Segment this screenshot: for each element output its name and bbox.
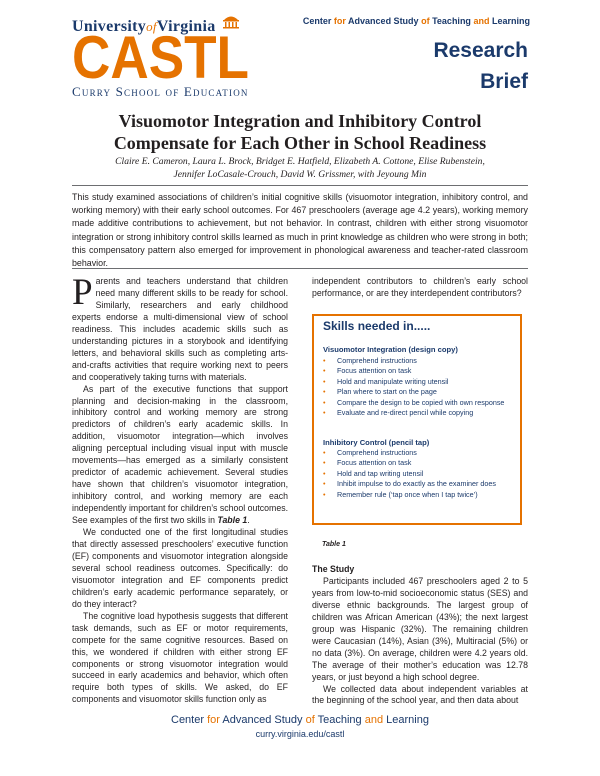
study-heading: The Study — [312, 564, 355, 574]
of-word: of — [421, 16, 430, 26]
visuomotor-skill-list — [323, 356, 504, 418]
university-of: of — [146, 19, 157, 34]
rotunda-icon — [222, 13, 240, 29]
authors-line-2: Jennifer LoCasale-Crouch, David W. Grissmer, with Jeyoung Min — [173, 169, 427, 180]
advanced-study-words: Advanced Study — [222, 714, 303, 726]
virginia-word: Virginia — [156, 18, 216, 35]
list-item: • Focus attention on task — [323, 458, 496, 468]
paragraph-participants: Participants included 467 preschoolers aged 2 to 5 years from low-to-mid socioeconomic status (SES) and diverse ethnic backgrounds. The largest group of children was African American (43%); the next largest group was Hispanic (32%). The remaining children were Caucasian (14%), Asian (3%), Multiracial (5%) or no data (3%). On average, children were 4.2 years old. The average of their mother’s education was 12.78 years, or just beyond a high school degree. — [312, 575, 528, 682]
visuomotor-heading: Visuomotor Integration (design copy) — [323, 345, 458, 354]
learning-word: Learning — [491, 16, 530, 26]
list-item: • Comprehend instructions — [323, 448, 496, 458]
advanced-study-words: Advanced Study — [348, 16, 419, 26]
center-word: Center — [302, 16, 332, 26]
list-item: • Remember rule (‘tap once when I tap twice’) — [323, 490, 496, 500]
for-word: for — [333, 16, 346, 26]
for-word: for — [207, 714, 220, 726]
body-right-column-study — [312, 564, 528, 707]
center-name-header — [300, 16, 530, 26]
skills-box-title: Skills needed in..... — [323, 319, 431, 333]
list-item: • Evaluate and re-direct pencil while copying — [323, 408, 504, 418]
and-word: and — [473, 16, 490, 26]
inhibitory-heading: Inhibitory Control (pencil tap) — [323, 438, 430, 447]
table-caption: Table 1 — [322, 541, 346, 548]
footer-url-link[interactable]: curry.virginia.edu/castl — [255, 729, 345, 739]
teaching-word: Teaching — [317, 714, 362, 726]
footer-center-name — [0, 714, 600, 726]
page-title — [60, 110, 540, 154]
body-right-column-top — [312, 276, 528, 300]
of-word: of — [305, 714, 315, 726]
research-label: Research — [433, 39, 528, 62]
list-item: • Hold and tap writing utensil — [323, 469, 496, 479]
authors-line-1: Claire E. Cameron, Laura L. Brock, Bridget E. Hatfield, Elizabeth A. Cottone, Elise Rubenstein, — [115, 156, 485, 167]
table-reference: Table 1 — [217, 515, 248, 526]
paragraph-executive-functions: As part of the executive functions that support planning and decision-making in the classroom, inhibitory control and working memory are strong predictors of children’s early academic skills. In addition, visuomotor integration—which involves aligning perceptual including visual input with muscle movements—has emerged as a similarly consistent predictor of academic achievement. Several studies have shown that children’s visuomotor integration, inhibitory control, and working memory are each independently important for children’s school outcomes. See examples of the first two skills in Table 1. — [72, 383, 288, 526]
list-item: • Focus attention on task — [323, 366, 504, 376]
divider-bottom — [72, 268, 528, 269]
castl-logo — [72, 30, 249, 81]
inhibitory-skill-list — [323, 448, 496, 500]
list-item: • Hold and manipulate writing utensil — [323, 377, 504, 387]
body-left-column — [72, 272, 288, 706]
and-word: and — [364, 714, 384, 726]
divider-top — [72, 185, 528, 186]
learning-word: Learning — [386, 714, 429, 726]
teaching-word: Teaching — [432, 16, 471, 26]
title-line-1: Visuomotor Integration and Inhibitory Control — [118, 111, 482, 131]
author-list — [60, 155, 540, 181]
paragraph-cognitive-load: The cognitive load hypothesis suggests that different task demands, such as EF or motor requirements, compete for the same cognitive resources. Based on this, we wondered if children with either strong EF components or strong visuomotor integration would succeed in early academics and behavior, which often require both types of skills. We asked, do EF components and visuomotor skills function only as — [72, 610, 288, 705]
paragraph-longitudinal: We conducted one of the first longitudinal studies that directly assessed preschoolers’ executive function (EF) components and visuomotor integration alongside several school readiness outcomes. Specifically: do visuomotor integration and EF components predict children’s early academic performance separately, or do they interact? — [72, 527, 288, 609]
skills-box — [312, 314, 522, 525]
university-word: University — [72, 18, 147, 35]
paragraph-intro: Parents and teachers understand that children need many different skills to be ready for school. Similarly, researchers and early childhood experts endorse a multi-dimensional view of school readiness. This includes academic skills such as understanding pictures in a storybook and identifying letters, and behavioral skills such as completing arts-and-crafts activities that require working next to peers and cooperatively taking turns with materials. — [72, 272, 288, 382]
abstract: This study examined associations of children’s initial cognitive skills (visuomotor integration, inhibitory control, and working memory) with their early school outcomes. For 467 preschoolers (average age 4.2 years), working memory made additive contributions to achievement, but not behavior. In contrast, children with either strong visuomotor integration or strong inhibitory control skills learned as much in print knowledge as children who were strong in both; this compensatory pattern also emerged for improvement in phonological awareness and teacher-rated classroom behavior. — [72, 192, 528, 269]
castl-text: CASTL — [72, 30, 249, 81]
list-item: • Inhibit impulse to do exactly as the examiner does — [323, 479, 496, 489]
drop-cap: P — [72, 272, 93, 313]
paragraph-data-collection: We collected data about independent variables at the beginning of the school year, and then data about — [312, 683, 528, 706]
list-item: • Plan where to start on the page — [323, 387, 504, 397]
title-line-2: Compensate for Each Other in School Readiness — [113, 133, 487, 153]
paragraph-continued: independent contributors to children’s early school performance, or are they interdependent contributors? — [312, 276, 528, 298]
curry-school-name: Curry School of Education — [72, 84, 249, 99]
list-item: • Comprehend instructions — [323, 356, 504, 366]
center-word: Center — [171, 714, 205, 726]
brief-label: Brief — [480, 70, 528, 93]
list-item: • Compare the design to be copied with own response — [323, 398, 504, 408]
